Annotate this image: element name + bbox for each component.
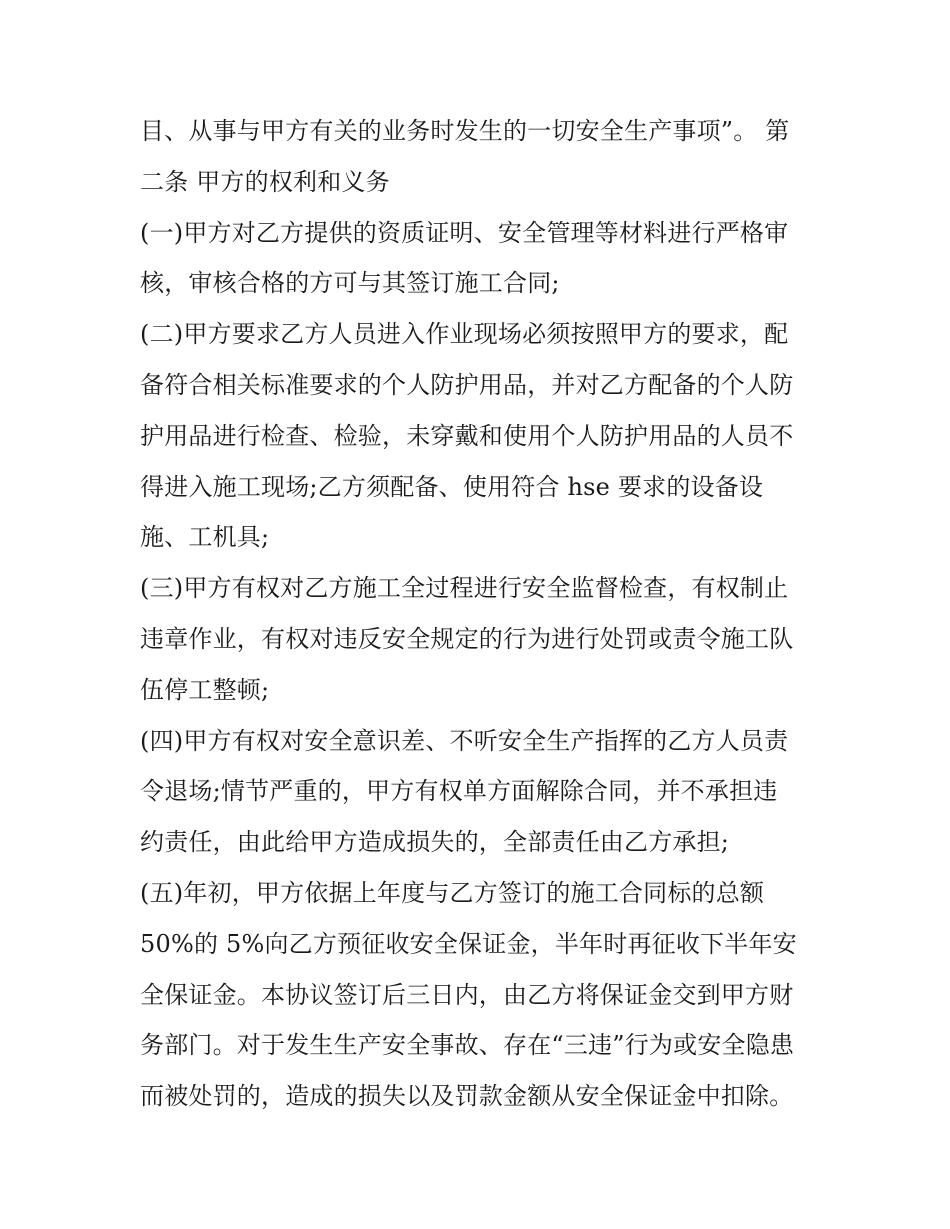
text-line: (二)甲方要求乙方人员进入作业现场必须按照甲方的要求，配 bbox=[140, 320, 789, 349]
text-line: 备符合相关标准要求的个人防护用品，并对乙方配备的个人防 bbox=[140, 370, 794, 399]
text-line: 得进入施工现场;乙方须配备、使用符合 hse 要求的设备设 bbox=[140, 472, 764, 501]
section-heading-line: 二条 甲方的权利和义务 bbox=[140, 167, 390, 196]
text-line: 违章作业，有权对违反安全规定的行为进行处罚或责令施工队 bbox=[140, 624, 794, 653]
text-line: 施、工机具; bbox=[140, 523, 270, 552]
text-line: (五)年初，甲方依据上年度与乙方签订的施工合同标的总额 bbox=[140, 878, 765, 907]
text-line: 令退场;情节严重的，甲方有权单方面解除合同，并不承担违 bbox=[140, 777, 778, 806]
document-body-text bbox=[140, 106, 820, 1122]
text-line: 务部门。对于发生生产安全事故、存在“三违”行为或安全隐患 bbox=[140, 1031, 795, 1060]
text-line: (四)甲方有权对安全意识差、不听安全生产指挥的乙方人员责 bbox=[140, 726, 789, 755]
text-line: 护用品进行检查、检验，未穿戴和使用个人防护用品的人员不 bbox=[140, 421, 794, 450]
text-line: 全保证金。本协议签订后三日内，由乙方将保证金交到甲方财 bbox=[140, 980, 794, 1009]
text-line: 约责任，由此给甲方造成损失的，全部责任由乙方承担; bbox=[140, 828, 730, 857]
text-line: 核，审核合格的方可与其签订施工合同; bbox=[140, 269, 560, 298]
text-line: (一)甲方对乙方提供的资质证明、安全管理等材料进行严格审 bbox=[140, 218, 789, 247]
text-line: 目、从事与甲方有关的业务时发生的一切安全生产事项”。 第 bbox=[140, 117, 790, 145]
text-line: 伍停工整顿; bbox=[140, 675, 270, 704]
text-line: 50%的 5%向乙方预征收安全保证金，半年时再征收下半年安 bbox=[140, 929, 797, 958]
text-line: 而被处罚的，造成的损失以及罚款金额从安全保证金中扣除。 bbox=[140, 1082, 794, 1111]
text-line: (三)甲方有权对乙方施工全过程进行安全监督检查，有权制止 bbox=[140, 574, 789, 603]
